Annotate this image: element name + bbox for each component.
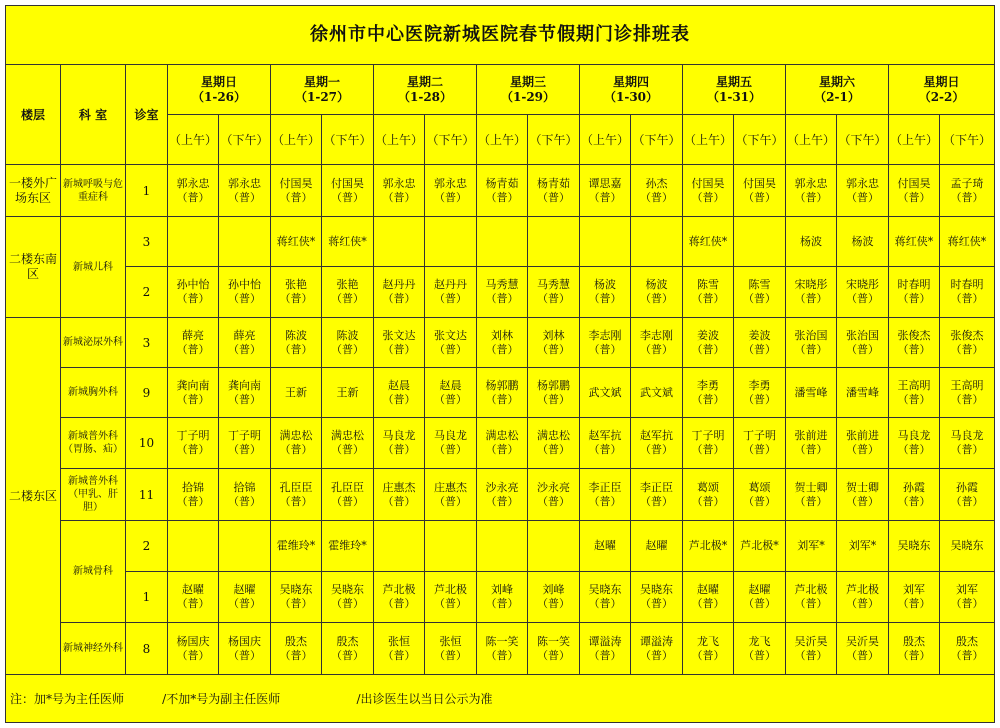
room-cell: 11 <box>126 469 168 521</box>
day-name: 星期三 <box>509 74 546 89</box>
doctor-cell: 蒋红侠* <box>322 217 374 267</box>
doctor-cell: 赵曜 （普） <box>683 572 734 623</box>
doctor-cell: 赵曜 <box>631 521 683 572</box>
doctor-cell: 孙霞 （普） <box>940 469 995 521</box>
doctor-cell: 蒋红侠* <box>940 217 995 267</box>
doctor-cell: 薛亮 （普） <box>168 318 219 368</box>
doctor-cell: 潘雪峰 <box>786 368 837 418</box>
doctor-cell: 宋晓彤 （普） <box>837 267 889 318</box>
day-date: （2-2） <box>918 89 965 104</box>
session-am: （上午） <box>168 115 219 165</box>
table-row <box>6 418 995 469</box>
doctor-cell: 郭永忠 （普） <box>837 165 889 217</box>
doctor-cell: 蒋红侠* <box>889 217 940 267</box>
doctor-cell: 孙中怡 （普） <box>168 267 219 318</box>
floor-cell: 二楼东区 <box>6 318 61 675</box>
doctor-cell: 姜波 （普） <box>734 318 786 368</box>
doctor-cell: 吴沂昊 （普） <box>786 623 837 675</box>
doctor-cell: 满忠松 （普） <box>271 418 322 469</box>
doctor-cell: 龙飞 （普） <box>683 623 734 675</box>
day-header <box>271 65 374 115</box>
day-name: 星期四 <box>612 74 649 89</box>
doctor-cell: 王新 <box>322 368 374 418</box>
doctor-cell: 杨青茹 （普） <box>528 165 580 217</box>
doctor-cell: 庄惠杰 （普） <box>425 469 477 521</box>
day-header <box>477 65 580 115</box>
table-row <box>6 318 995 368</box>
doctor-cell <box>580 217 631 267</box>
doctor-cell: 赵曜 （普） <box>734 572 786 623</box>
doctor-cell: 芦北极 （普） <box>425 572 477 623</box>
doctor-cell: 孙霞 （普） <box>889 469 940 521</box>
day-name: 星期五 <box>715 74 752 89</box>
doctor-cell: 张俊杰 （普） <box>940 318 995 368</box>
doctor-cell: 王高明 （普） <box>940 368 995 418</box>
dept-cell: 新城骨科 <box>61 521 126 623</box>
doctor-cell: 赵丹丹 （普） <box>374 267 425 318</box>
doctor-cell: 殷杰 （普） <box>322 623 374 675</box>
doctor-cell <box>425 217 477 267</box>
day-date: （1-27） <box>294 89 350 104</box>
doctor-cell: 赵曜 （普） <box>168 572 219 623</box>
doctor-cell: 赵军抗 （普） <box>631 418 683 469</box>
doctor-cell: 谭思嘉 （普） <box>580 165 631 217</box>
doctor-cell: 芦北极* <box>734 521 786 572</box>
room-cell: 2 <box>126 267 168 318</box>
doctor-cell: 孙杰 （普） <box>631 165 683 217</box>
doctor-cell: 李志刚 （普） <box>580 318 631 368</box>
doctor-cell: 郭永忠 （普） <box>219 165 271 217</box>
room-cell: 1 <box>126 165 168 217</box>
doctor-cell: 谭溢涛 （普） <box>580 623 631 675</box>
doctor-cell: 丁子明 （普） <box>219 418 271 469</box>
footer-note: 注：加*号为主任医师 /不加*号为副主任医师 /出诊医生以当日公示为准 <box>6 675 995 723</box>
doctor-cell: 贺士卿 （普） <box>786 469 837 521</box>
dept-cell: 新城普外科（胃肠、疝） <box>61 418 126 469</box>
doctor-cell: 芦北极 （普） <box>837 572 889 623</box>
doctor-cell: 马良龙 （普） <box>425 418 477 469</box>
doctor-cell: 李勇 （普） <box>683 368 734 418</box>
doctor-cell: 马良龙 （普） <box>889 418 940 469</box>
session-am: （上午） <box>374 115 425 165</box>
dept-cell: 新城胸外科 <box>61 368 126 418</box>
day-date: （1-26） <box>191 89 247 104</box>
doctor-cell: 刘军 （普） <box>940 572 995 623</box>
doctor-cell: 杨波 （普） <box>631 267 683 318</box>
doctor-cell: 陈波 （普） <box>271 318 322 368</box>
doctor-cell: 丁子明 （普） <box>683 418 734 469</box>
room-cell: 2 <box>126 521 168 572</box>
doctor-cell: 李志刚 （普） <box>631 318 683 368</box>
doctor-cell: 宋晓彤 （普） <box>786 267 837 318</box>
session-pm: （下午） <box>425 115 477 165</box>
day-name: 星期六 <box>818 74 855 89</box>
room-cell: 8 <box>126 623 168 675</box>
doctor-cell: 殷杰 （普） <box>271 623 322 675</box>
dept-cell: 新城泌尿外科 <box>61 318 126 368</box>
doctor-cell: 张前进 （普） <box>837 418 889 469</box>
table-row <box>6 521 995 572</box>
day-date: （1-30） <box>603 89 659 104</box>
doctor-cell <box>374 521 425 572</box>
doctor-cell: 龚向南 （普） <box>168 368 219 418</box>
doctor-cell: 张文达 （普） <box>425 318 477 368</box>
table-row <box>6 469 995 521</box>
doctor-cell: 付国昊 （普） <box>734 165 786 217</box>
doctor-cell: 丁子明 （普） <box>168 418 219 469</box>
doctor-cell: 殷杰 （普） <box>889 623 940 675</box>
session-pm: （下午） <box>322 115 374 165</box>
doctor-cell: 丁子明 （普） <box>734 418 786 469</box>
doctor-cell: 陈一笑 （普） <box>528 623 580 675</box>
doctor-cell: 杨波 <box>786 217 837 267</box>
doctor-cell: 刘林 （普） <box>477 318 528 368</box>
session-pm: （下午） <box>837 115 889 165</box>
doctor-cell: 拾锦 （普） <box>219 469 271 521</box>
session-pm: （下午） <box>528 115 580 165</box>
doctor-cell <box>477 217 528 267</box>
doctor-cell <box>219 521 271 572</box>
doctor-cell: 姜波 （普） <box>683 318 734 368</box>
session-am: （上午） <box>271 115 322 165</box>
doctor-cell: 龙飞 （普） <box>734 623 786 675</box>
doctor-cell: 吴晓东 <box>940 521 995 572</box>
doctor-cell: 付国昊 （普） <box>322 165 374 217</box>
schedule-table <box>5 5 995 723</box>
doctor-cell: 张恒 （普） <box>374 623 425 675</box>
doctor-cell: 马秀慧 （普） <box>477 267 528 318</box>
doctor-cell: 孙中怡 （普） <box>219 267 271 318</box>
doctor-cell <box>528 217 580 267</box>
doctor-cell: 杨波 <box>837 217 889 267</box>
table-row <box>6 623 995 675</box>
day-header <box>786 65 889 115</box>
doctor-cell: 李勇 （普） <box>734 368 786 418</box>
doctor-cell: 芦北极 （普） <box>374 572 425 623</box>
day-date: （2-1） <box>814 89 860 104</box>
doctor-cell: 殷杰 （普） <box>940 623 995 675</box>
table-row <box>6 368 995 418</box>
doctor-cell: 马良龙 （普） <box>374 418 425 469</box>
doctor-cell: 张俊杰 （普） <box>889 318 940 368</box>
doctor-cell: 孔臣臣 （普） <box>322 469 374 521</box>
doctor-cell <box>168 521 219 572</box>
doctor-cell: 赵晨 （普） <box>425 368 477 418</box>
doctor-cell: 孟子琦 （普） <box>940 165 995 217</box>
room-cell: 10 <box>126 418 168 469</box>
table-row <box>6 165 995 217</box>
doctor-cell: 张艳 （普） <box>271 267 322 318</box>
doctor-cell: 沙永亮 （普） <box>528 469 580 521</box>
doctor-cell: 马良龙 （普） <box>940 418 995 469</box>
doctor-cell <box>374 217 425 267</box>
doctor-cell: 郭永忠 （普） <box>425 165 477 217</box>
doctor-cell: 杨国庆 （普） <box>219 623 271 675</box>
doctor-cell: 满忠松 （普） <box>528 418 580 469</box>
doctor-cell: 王高明 （普） <box>889 368 940 418</box>
room-cell: 9 <box>126 368 168 418</box>
doctor-cell: 刘军* <box>786 521 837 572</box>
doctor-cell: 张治国 （普） <box>837 318 889 368</box>
day-date: （1-29） <box>500 89 556 104</box>
header-floor: 楼层 <box>6 65 61 165</box>
doctor-cell: 郭永忠 （普） <box>786 165 837 217</box>
doctor-cell: 付国昊 （普） <box>889 165 940 217</box>
doctor-cell: 付国昊 （普） <box>271 165 322 217</box>
doctor-cell: 潘雪峰 <box>837 368 889 418</box>
doctor-cell: 杨郭鹏 （普） <box>528 368 580 418</box>
header-room: 诊室 <box>126 65 168 165</box>
doctor-cell: 陈雪 （普） <box>683 267 734 318</box>
day-name: 星期日 <box>923 74 960 89</box>
doctor-cell: 谭溢涛 （普） <box>631 623 683 675</box>
doctor-cell: 杨波 （普） <box>580 267 631 318</box>
day-name: 星期二 <box>406 74 443 89</box>
doctor-cell: 马秀慧 （普） <box>528 267 580 318</box>
schedule-sheet <box>5 5 995 723</box>
doctor-cell: 吴沂昊 （普） <box>837 623 889 675</box>
doctor-cell: 霍维玲* <box>322 521 374 572</box>
doctor-cell: 沙永亮 （普） <box>477 469 528 521</box>
doctor-cell: 芦北极 （普） <box>786 572 837 623</box>
doctor-cell: 吴晓东 （普） <box>322 572 374 623</box>
doctor-cell: 赵军抗 （普） <box>580 418 631 469</box>
doctor-cell: 李正臣 （普） <box>631 469 683 521</box>
doctor-cell: 葛颂 （普） <box>734 469 786 521</box>
doctor-cell: 郭永忠 （普） <box>168 165 219 217</box>
session-am: （上午） <box>889 115 940 165</box>
day-header <box>889 65 995 115</box>
dept-cell: 新城神经外科 <box>61 623 126 675</box>
header-dept: 科 室 <box>61 65 126 165</box>
doctor-cell: 付国昊 （普） <box>683 165 734 217</box>
session-pm: （下午） <box>940 115 995 165</box>
doctor-cell <box>631 217 683 267</box>
doctor-cell: 张文达 （普） <box>374 318 425 368</box>
day-header <box>168 65 271 115</box>
session-am: （上午） <box>683 115 734 165</box>
doctor-cell: 张治国 （普） <box>786 318 837 368</box>
day-header <box>580 65 683 115</box>
doctor-cell: 满忠松 （普） <box>322 418 374 469</box>
doctor-cell: 杨郭鹏 （普） <box>477 368 528 418</box>
session-pm: （下午） <box>631 115 683 165</box>
doctor-cell: 贺士卿 （普） <box>837 469 889 521</box>
doctor-cell <box>734 217 786 267</box>
doctor-cell: 吴晓东 （普） <box>631 572 683 623</box>
doctor-cell: 赵丹丹 （普） <box>425 267 477 318</box>
doctor-cell: 李正臣 （普） <box>580 469 631 521</box>
day-name: 星期一 <box>303 74 340 89</box>
doctor-cell: 吴晓东 （普） <box>271 572 322 623</box>
table-row <box>6 572 995 623</box>
doctor-cell: 时春明 （普） <box>889 267 940 318</box>
doctor-cell: 赵曜 <box>580 521 631 572</box>
session-am: （上午） <box>477 115 528 165</box>
doctor-cell: 杨国庆 （普） <box>168 623 219 675</box>
doctor-cell: 张艳 （普） <box>322 267 374 318</box>
room-cell: 3 <box>126 318 168 368</box>
session-pm: （下午） <box>219 115 271 165</box>
doctor-cell: 葛颂 （普） <box>683 469 734 521</box>
doctor-cell: 杨青茹 （普） <box>477 165 528 217</box>
doctor-cell: 赵曜 （普） <box>219 572 271 623</box>
floor-cell: 二楼东南区 <box>6 217 61 318</box>
doctor-cell: 王新 <box>271 368 322 418</box>
dept-cell: 新城儿科 <box>61 217 126 318</box>
dept-cell: 新城呼吸与危重症科 <box>61 165 126 217</box>
doctor-cell: 霍维玲* <box>271 521 322 572</box>
room-cell: 1 <box>126 572 168 623</box>
doctor-cell: 赵晨 （普） <box>374 368 425 418</box>
doctor-cell <box>425 521 477 572</box>
doctor-cell: 蒋红侠* <box>683 217 734 267</box>
doctor-cell: 孔臣臣 （普） <box>271 469 322 521</box>
doctor-cell: 庄惠杰 （普） <box>374 469 425 521</box>
table-row <box>6 217 995 267</box>
doctor-cell: 龚向南 （普） <box>219 368 271 418</box>
room-cell: 3 <box>126 217 168 267</box>
day-date: （1-31） <box>706 89 762 104</box>
doctor-cell: 吴晓东 （普） <box>580 572 631 623</box>
doctor-cell: 拾锦 （普） <box>168 469 219 521</box>
floor-cell: 一楼外广场东区 <box>6 165 61 217</box>
day-header <box>374 65 477 115</box>
dept-cell: 新城普外科（甲乳、肝胆） <box>61 469 126 521</box>
day-name: 星期日 <box>200 74 237 89</box>
doctor-cell: 陈波 （普） <box>322 318 374 368</box>
doctor-cell: 蒋红侠* <box>271 217 322 267</box>
session-am: （上午） <box>786 115 837 165</box>
doctor-cell: 芦北极* <box>683 521 734 572</box>
table-row <box>6 267 995 318</box>
doctor-cell <box>219 217 271 267</box>
doctor-cell: 刘峰 （普） <box>477 572 528 623</box>
doctor-cell: 张前进 （普） <box>786 418 837 469</box>
doctor-cell: 武文斌 <box>631 368 683 418</box>
doctor-cell: 刘林 （普） <box>528 318 580 368</box>
session-pm: （下午） <box>734 115 786 165</box>
doctor-cell: 陈一笑 （普） <box>477 623 528 675</box>
doctor-cell: 陈雪 （普） <box>734 267 786 318</box>
doctor-cell: 吴晓东 <box>889 521 940 572</box>
doctor-cell: 满忠松 （普） <box>477 418 528 469</box>
doctor-cell: 武文斌 <box>580 368 631 418</box>
doctor-cell: 郭永忠 （普） <box>374 165 425 217</box>
doctor-cell: 刘峰 （普） <box>528 572 580 623</box>
day-header <box>683 65 786 115</box>
page-title: 徐州市中心医院新城医院春节假期门诊排班表 <box>6 6 995 65</box>
doctor-cell: 时春明 （普） <box>940 267 995 318</box>
doctor-cell: 刘军* <box>837 521 889 572</box>
doctor-cell: 刘军 （普） <box>889 572 940 623</box>
doctor-cell: 薛亮 （普） <box>219 318 271 368</box>
doctor-cell <box>528 521 580 572</box>
doctor-cell: 张恒 （普） <box>425 623 477 675</box>
day-date: （1-28） <box>397 89 453 104</box>
session-am: （上午） <box>580 115 631 165</box>
doctor-cell <box>477 521 528 572</box>
doctor-cell <box>168 217 219 267</box>
